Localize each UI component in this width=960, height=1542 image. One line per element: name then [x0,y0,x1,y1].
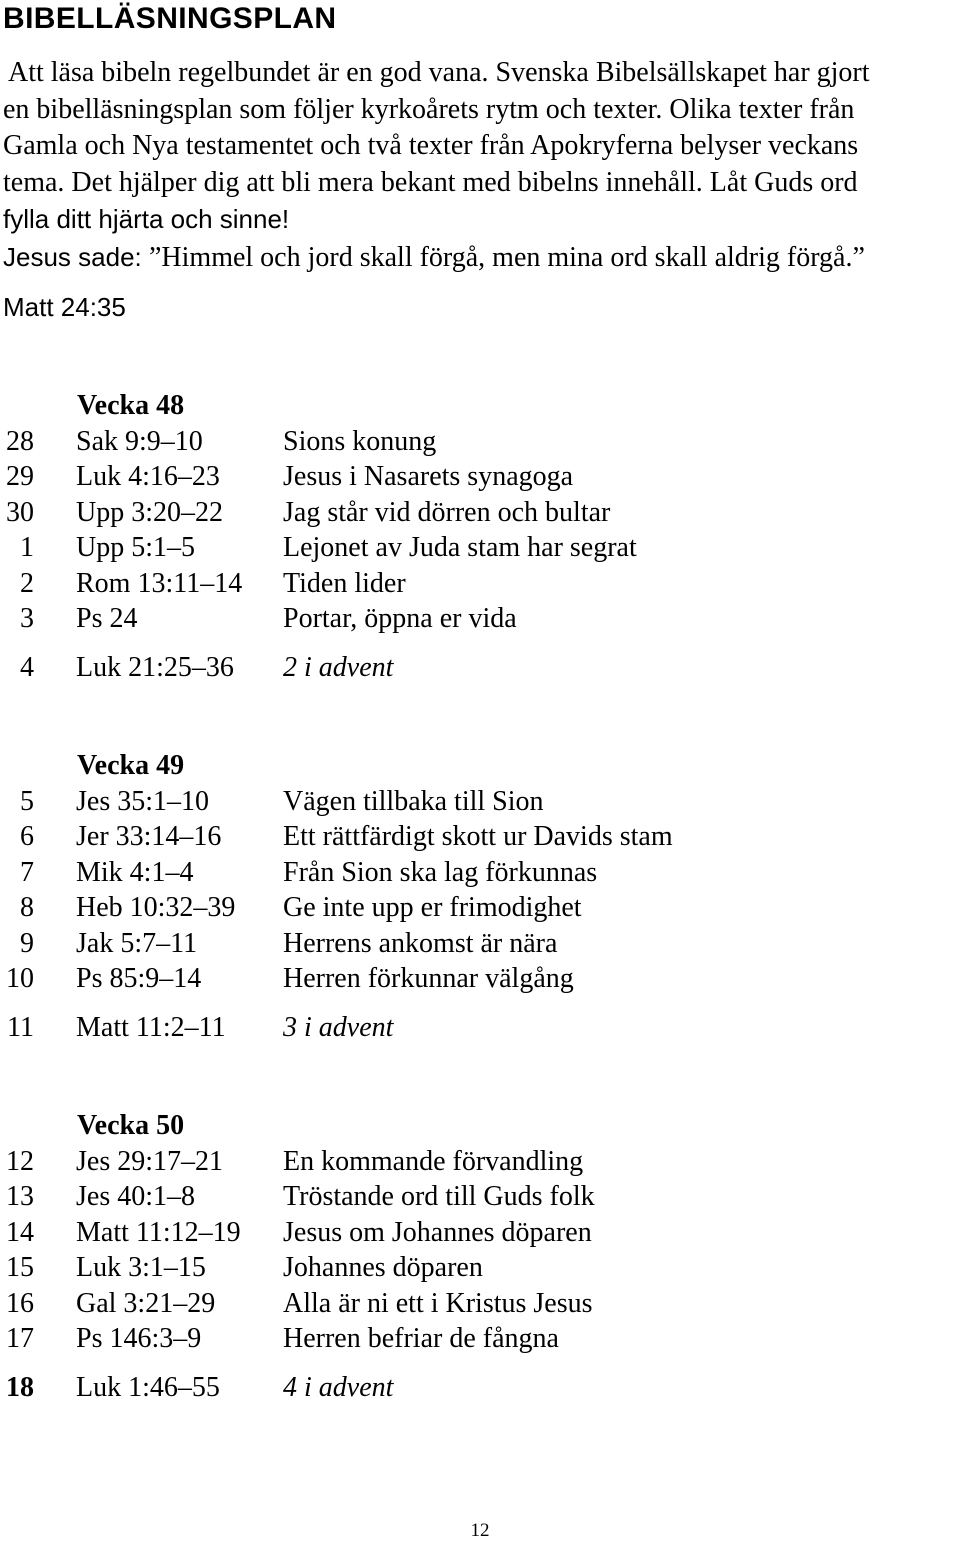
reading-theme: Herren befriar de fångna [283,1323,559,1354]
reading-theme: Herren förkunnar välgång [283,963,574,994]
reading-theme: 4 i advent [283,1372,394,1403]
reading-reference: Luk 1:46–55 [76,1372,220,1403]
reading-date: 5 [20,786,34,817]
quote-speaker: Jesus sade: [3,242,149,272]
reading-theme: Jesus om Johannes döparen [283,1217,592,1248]
reading-row [0,1146,960,1180]
reading-theme: 3 i advent [283,1012,394,1043]
reading-date: 29 [6,461,34,492]
intro-line: en bibelläsningsplan som följer kyrkoårets rytm och texter. Olika texter från [3,93,855,125]
reading-date: 3 [20,603,34,634]
reading-row [0,1288,960,1322]
reading-reference: Jes 35:1–10 [76,786,209,817]
reading-reference: Luk 21:25–36 [76,652,234,683]
reading-row [0,426,960,460]
reading-theme: Jesus i Nasarets synagoga [283,461,574,492]
reading-date: 12 [6,1146,34,1177]
reading-row [0,1217,960,1251]
reading-theme: Portar, öppna er vida [283,603,517,634]
reading-date: 28 [6,426,34,457]
reading-row [0,497,960,531]
quote-reference: Matt 24:35 [3,292,126,322]
week-title: Vecka 49 [77,750,185,781]
reading-reference: Upp 5:1–5 [76,532,195,563]
reading-theme: Lejonet av Juda stam har segrat [283,532,637,563]
reading-reference: Jes 40:1–8 [76,1181,195,1212]
intro-line: tema. Det hjälper dig att bli mera bekant med bibelns innehåll. Låt Guds ord [3,166,858,198]
reading-theme: Herrens ankomst är nära [283,928,558,959]
reading-reference: Upp 3:20–22 [76,497,223,528]
reading-row-sunday [0,1012,960,1046]
reading-theme: Från Sion ska lag förkunnas [283,857,598,888]
reading-date: 6 [20,821,34,852]
reading-theme: 2 i advent [283,652,394,683]
reading-row [0,532,960,566]
reading-reference: Jak 5:7–11 [76,928,198,959]
reading-date: 13 [6,1181,34,1212]
reading-reference: Ps 85:9–14 [76,963,202,994]
reading-row [0,1181,960,1215]
week-title: Vecka 50 [77,1110,185,1141]
reading-theme: Tiden lider [283,568,406,599]
reading-theme: Tröstande ord till Guds folk [283,1181,595,1212]
intro-line: fylla ditt hjärta och sinne! [3,204,290,234]
reading-reference: Jer 33:14–16 [76,821,222,852]
reading-row [0,963,960,997]
reading-date: 30 [6,497,34,528]
reading-row [0,603,960,637]
reading-reference: Gal 3:21–29 [76,1288,216,1319]
reading-date: 18 [6,1372,34,1403]
reading-row [0,568,960,602]
page-number: 12 [470,1520,490,1541]
reading-date: 2 [20,568,34,599]
reading-theme: Jag står vid dörren och bultar [283,497,611,528]
reading-reference: Luk 4:16–23 [76,461,220,492]
intro-line: Att läsa bibeln regelbundet är en god vana. Svenska Bibelsällskapet har gjort [8,57,870,88]
reading-reference: Ps 24 [76,603,138,634]
reading-theme: Sions konung [283,426,437,457]
reading-theme: Alla är ni ett i Kristus Jesus [283,1288,593,1319]
reading-row [0,786,960,820]
reading-row [0,857,960,891]
reading-reference: Matt 11:2–11 [76,1012,226,1043]
reading-theme: Johannes döparen [283,1252,483,1283]
reading-reference: Jes 29:17–21 [76,1146,223,1177]
reading-reference: Mik 4:1–4 [76,857,194,888]
reading-reference: Rom 13:11–14 [76,568,243,599]
reading-row [0,928,960,962]
reading-date: 15 [6,1252,34,1283]
reading-theme: En kommande förvandling [283,1146,584,1177]
bible-quote [3,242,865,274]
reading-date: 10 [6,963,34,994]
reading-theme: Ge inte upp er frimodighet [283,892,582,923]
reading-row [0,892,960,926]
reading-date: 16 [6,1288,34,1319]
week-title: Vecka 48 [77,390,185,421]
reading-date: 7 [20,857,34,888]
reading-row [0,821,960,855]
reading-reference: Ps 146:3–9 [76,1323,202,1354]
reading-date: 1 [20,532,34,563]
intro-paragraph [3,55,953,238]
reading-theme: Ett rättfärdigt skott ur Davids stam [283,821,673,852]
page-title: BIBELLÄSNINGSPLAN [3,2,337,35]
reading-date: 8 [20,892,34,923]
reading-row-sunday [0,652,960,686]
reading-row [0,461,960,495]
reading-row-sunday [0,1372,960,1406]
reading-row [0,1252,960,1286]
reading-date: 14 [6,1217,34,1248]
reading-reference: Heb 10:32–39 [76,892,236,923]
reading-row [0,1323,960,1357]
reading-date: 4 [20,652,34,683]
reading-reference: Sak 9:9–10 [76,426,203,457]
intro-line: Gamla och Nya testamentet och två texter från Apokryferna belyser veckans [3,130,859,161]
quote-text: ”Himmel och jord skall förgå, men mina ord skall aldrig förgå.” [148,242,865,273]
reading-theme: Vägen tillbaka till Sion [283,786,544,817]
reading-reference: Luk 3:1–15 [76,1252,206,1283]
reading-date: 9 [20,928,34,959]
reading-reference: Matt 11:12–19 [76,1217,241,1248]
reading-date: 11 [7,1012,34,1043]
reading-date: 17 [6,1323,34,1354]
